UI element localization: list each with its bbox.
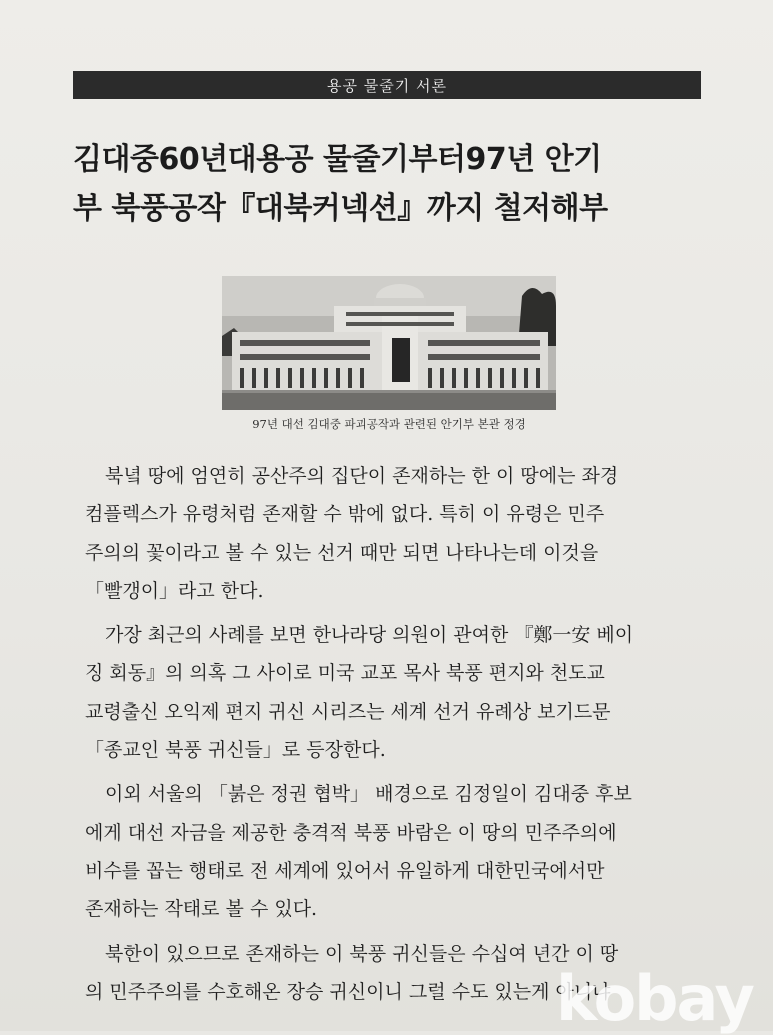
photo-caption: 97년 대선 김대중 파괴공작과 관련된 안기부 본관 정경 — [252, 417, 526, 431]
headline-line-2: 부 북풍공작『대북커넥션』까지 철저해부 — [73, 191, 608, 226]
paragraph-line: 교령출신 오익제 편지 귀신 시리즈는 세계 선거 유례상 보기드문 — [85, 700, 611, 723]
paragraph-line: 비수를 꼽는 행태로 전 세계에 있어서 유일하게 대한민국에서만 — [85, 859, 605, 882]
paragraph-line: 존재하는 작태로 볼 수 있다. — [85, 898, 318, 921]
building-photo — [222, 276, 556, 410]
paragraph-1 — [85, 457, 705, 610]
paragraph-line: 징 회동』의 의혹 그 사이로 미국 교포 목사 북풍 편지와 천도교 — [85, 662, 605, 685]
section-title: 용공 물줄기 서론 — [327, 76, 447, 95]
paragraph-2 — [85, 616, 705, 769]
headline-line-1: 김대중60년대용공 물줄기부터97년 안기 — [73, 142, 602, 177]
paragraph-line: 컴플렉스가 유령처럼 존재할 수 밖에 없다. 특히 이 유령은 민주 — [85, 503, 605, 526]
paragraph-line: 「빨갱이」라고 한다. — [85, 579, 264, 602]
paragraph-line: 의 민주주의를 수호해온 장승 귀신이니 그럴 수도 있는게 아니냐 — [85, 980, 611, 1003]
paragraph-line: 이외 서울의 「붉은 정권 협박」 배경으로 김정일이 김대중 후보 — [105, 783, 632, 806]
paragraph-line: 북녘 땅에 엄연히 공산주의 집단이 존재하는 한 이 땅에는 좌경 — [105, 465, 619, 487]
paragraph-line: 가장 최근의 사례를 보면 한나라당 의원이 관여한 『鄭一安 베이 — [105, 624, 634, 647]
paragraph-3 — [85, 775, 705, 928]
section-header-bar — [73, 71, 701, 99]
article-body — [85, 457, 705, 1017]
paragraph-line: 주의의 꽃이라고 볼 수 있는 선거 때만 되면 나타나는데 이것을 — [85, 541, 599, 564]
paragraph-line: 「종교인 북풍 귀신들」로 등장한다. — [85, 739, 386, 762]
article-headline — [73, 135, 713, 233]
paragraph-line: 북한이 있으므로 존재하는 이 북풍 귀신들은 수십여 년간 이 땅 — [105, 942, 619, 965]
nis-headquarters-image — [222, 276, 556, 410]
paragraph-line: 에게 대선 자금을 제공한 충격적 북풍 바람은 이 땅의 민주주의에 — [85, 821, 617, 844]
kobay-watermark: kobay — [556, 962, 753, 1035]
